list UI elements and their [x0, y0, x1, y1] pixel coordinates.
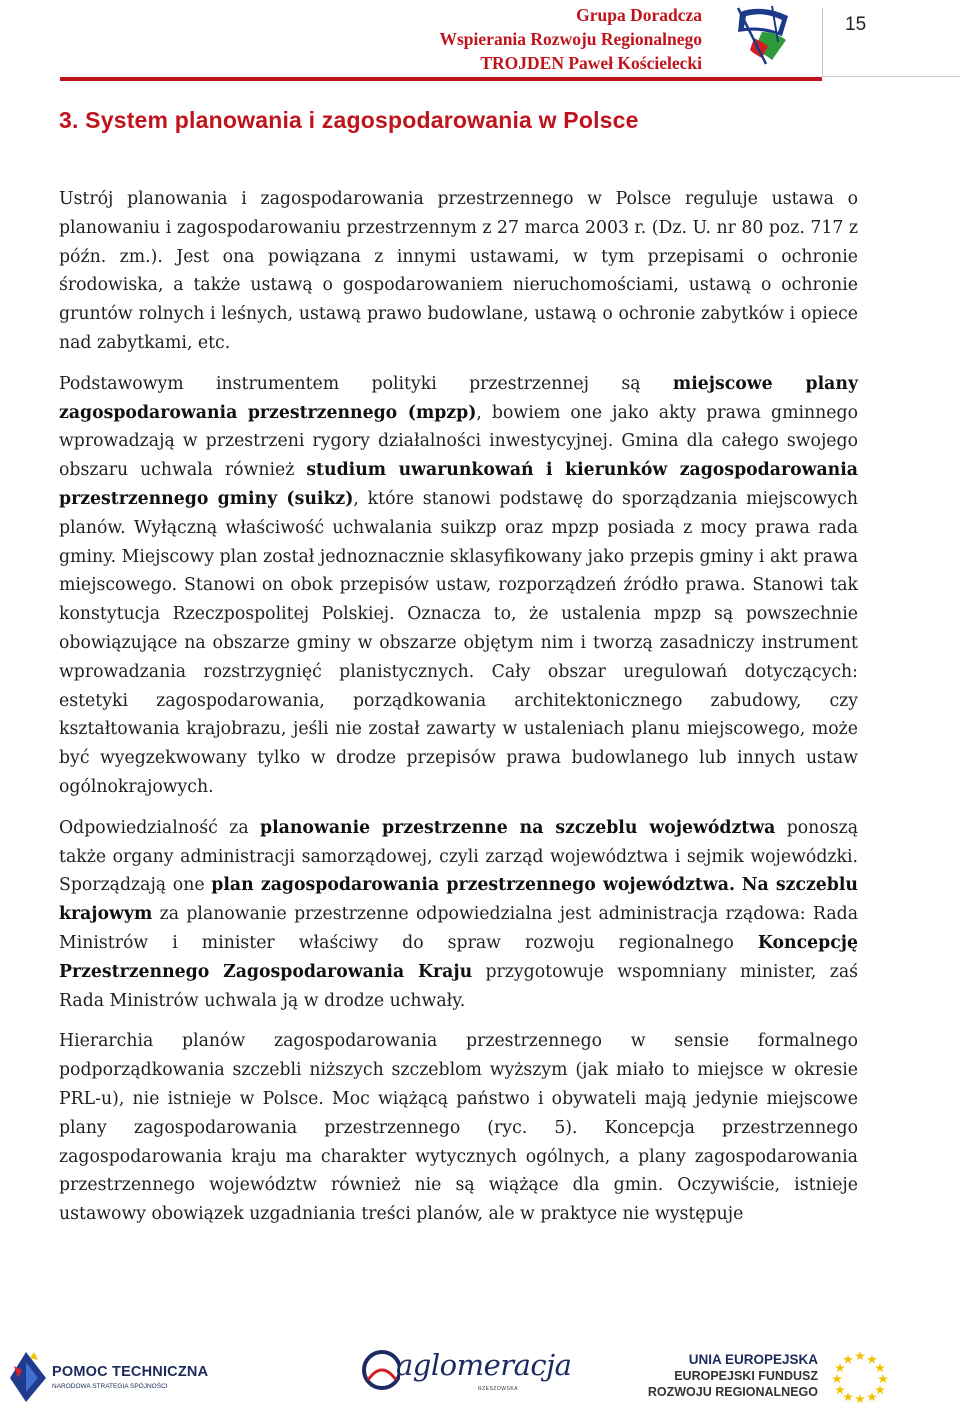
eu-flag-icon: [826, 1346, 894, 1404]
term-regional-plan: plan zagospodarowania przestrzennego województwa.: [211, 875, 735, 896]
paragraph-2: [59, 370, 858, 802]
paragraph-3-text-d: za planowanie przestrzenne odpowiedzialna jest administracja rządowa: Rada Ministrów i minister właściwy do spraw rozwoju regionalnego: [59, 904, 858, 953]
header-divider: [60, 77, 822, 81]
header-divider-grey: [822, 76, 960, 77]
organization-name: [440, 3, 703, 75]
footer-left-subtitle: NARODOWA STRATEGIA SPÓJNOŚCI: [52, 1383, 168, 1390]
consultancy-flag-logo-icon: [732, 2, 796, 68]
eu-logo: [644, 1342, 944, 1408]
page-footer: [0, 1330, 960, 1411]
page-number: 15: [845, 14, 867, 35]
paragraph-3: [59, 814, 858, 1016]
paragraph-4-text: Hierarchia planów zagospodarowania przestrzennego w sensie formalnego podporządkowania szczebli niższych szczeblom wyższym (jak miało to miejsce w okresie PRL-u), nie istnieje w Polsce. Moc wiążącą państwo i obywateli mają jedynie miejscowe plany zagospodarowania przestrzennego (ryc. 5). Koncepcja przestrzennego zagospodarowania kraju ma charakter wytycznych ogólnych, a plany zagospodarowania przestrzennego województw również nie są wiążące dla gmin. Oczywiście, istnieje ustawowy obowiązek uzgadniania treści planów, ale w praktyce nie występuje: [59, 1031, 858, 1225]
aglomeracja-logo: [360, 1340, 572, 1404]
aglomeracja-logo-icon: [360, 1340, 400, 1400]
paragraph-1-text: Ustrój planowania i zagospodarowania przestrzennego w Polsce reguluje ustawa o planowaniu i zagospodarowaniu przestrzennym z 27 marca 2003 r. (Dz. U. nr 80 poz. 717 z późn. zm.). Jest ona powiązana z innymi ustawami, w tym przepisami o ochronie środowiska, a także ustawą o gospodarowaniem nieruchomościami, ustawą o ochronie gruntów rolnych i leśnych, ustawą prawo budowlane, ustawą o ochronie zabytków i opiece nad zabytkami, etc.: [59, 189, 858, 353]
footer-mid-word: aglomeracja: [396, 1348, 572, 1382]
org-line-2: Wspierania Rozwoju Regionalnego: [439, 29, 702, 49]
paragraph-3-text-b: ponoszą także organy administracji samorządowej, czyli zarząd województwa i sejmik wojewódzki. Sporządzają one: [59, 817, 858, 896]
footer-mid-small: RZESZOWSKA: [478, 1386, 519, 1392]
paragraph-3-text-a: Odpowiedzialność za: [59, 817, 261, 838]
org-line-1: Grupa Doradcza: [576, 5, 702, 25]
paragraph-2-text-b: , bowiem one jako akty prawa gminnego wprowadzają w przestrzeni rygory działalności inwestycyjnej. Gmina dla całego swojego obszaru uchwala również: [59, 402, 858, 481]
term-mpzp: miejscowe plany zagospodarowania przestrzennego (mpzp): [59, 373, 858, 423]
paragraph-3-text-e: przygotowuje wspomniany minister, zaś Rada Ministrów uchwala ją w drodze uchwały.: [59, 961, 859, 1011]
page-number-box: [822, 8, 943, 76]
paragraph-2-text-a: Podstawowym instrumentem polityki przestrzennej są: [59, 373, 673, 394]
nss-logo-icon: [8, 1348, 48, 1404]
footer-right-line-2: EUROPEJSKI FUNDUSZ: [674, 1369, 818, 1383]
term-national-concept: Koncepcję Przestrzennego Zagospodarowania Kraju: [59, 932, 858, 982]
section-heading: 3. System planowania i zagospodarowania w Polsce: [59, 107, 639, 133]
paragraph-2-text-c: , które stanowi podstawę do sporządzania miejscowych planów. Wyłączną właściwość uchwalania suikzp oraz mpzp posiada z mocy prawa rada gminy. Miejscowy plan został jednoznacznie sklasyfikowany jako przepis gminy i akt prawa miejscowego. Stanowi on obok przepisów ustaw, rozporządzeń źródło prawa. Stanowi tak konstytucja Rzeczpospolitej Polskiej. Oznacza to, że ustalenia mpzp są powszechnie obowiązujące na obszarze gminy w obszarze objętym nim i tworzą zasadniczy instrument wprowadzania rozstrzygnięć planistycznych. Cały obszar uregulowań dotyczących: estetyki zagospodarowania, porządkowania architektonicznego zabudowy, czy kształtowania krajobrazu, jeśli nie został zawarty w ustaleniach planu miejscowego, może być wyegzekwowany tylko w drodze przepisów prawa budowlanego lub innych ustaw ogólnokrajowych.: [59, 488, 858, 797]
pomoc-techniczna-logo: [8, 1348, 208, 1408]
term-regional-planning: planowanie przestrzenne na szczeblu województwa: [260, 817, 776, 838]
paragraph-3-text-c: [735, 875, 742, 895]
page-header: [0, 0, 960, 84]
footer-right-line-1: UNIA EUROPEJSKA: [688, 1352, 818, 1367]
term-national-level: Na szczeblu krajowym: [59, 875, 858, 925]
footer-left-title: POMOC TECHNICZNA: [52, 1364, 209, 1380]
document-body: [59, 185, 858, 1241]
paragraph-1: [59, 185, 858, 358]
term-suikz: studium uwarunkowań i kierunków zagospodarowania przestrzennego gminy (suikz): [59, 460, 858, 509]
paragraph-4: [59, 1027, 858, 1229]
org-line-3: TROJDEN Paweł Kościelecki: [480, 53, 702, 73]
footer-right-line-3: ROZWOJU REGIONALNEGO: [647, 1385, 818, 1399]
